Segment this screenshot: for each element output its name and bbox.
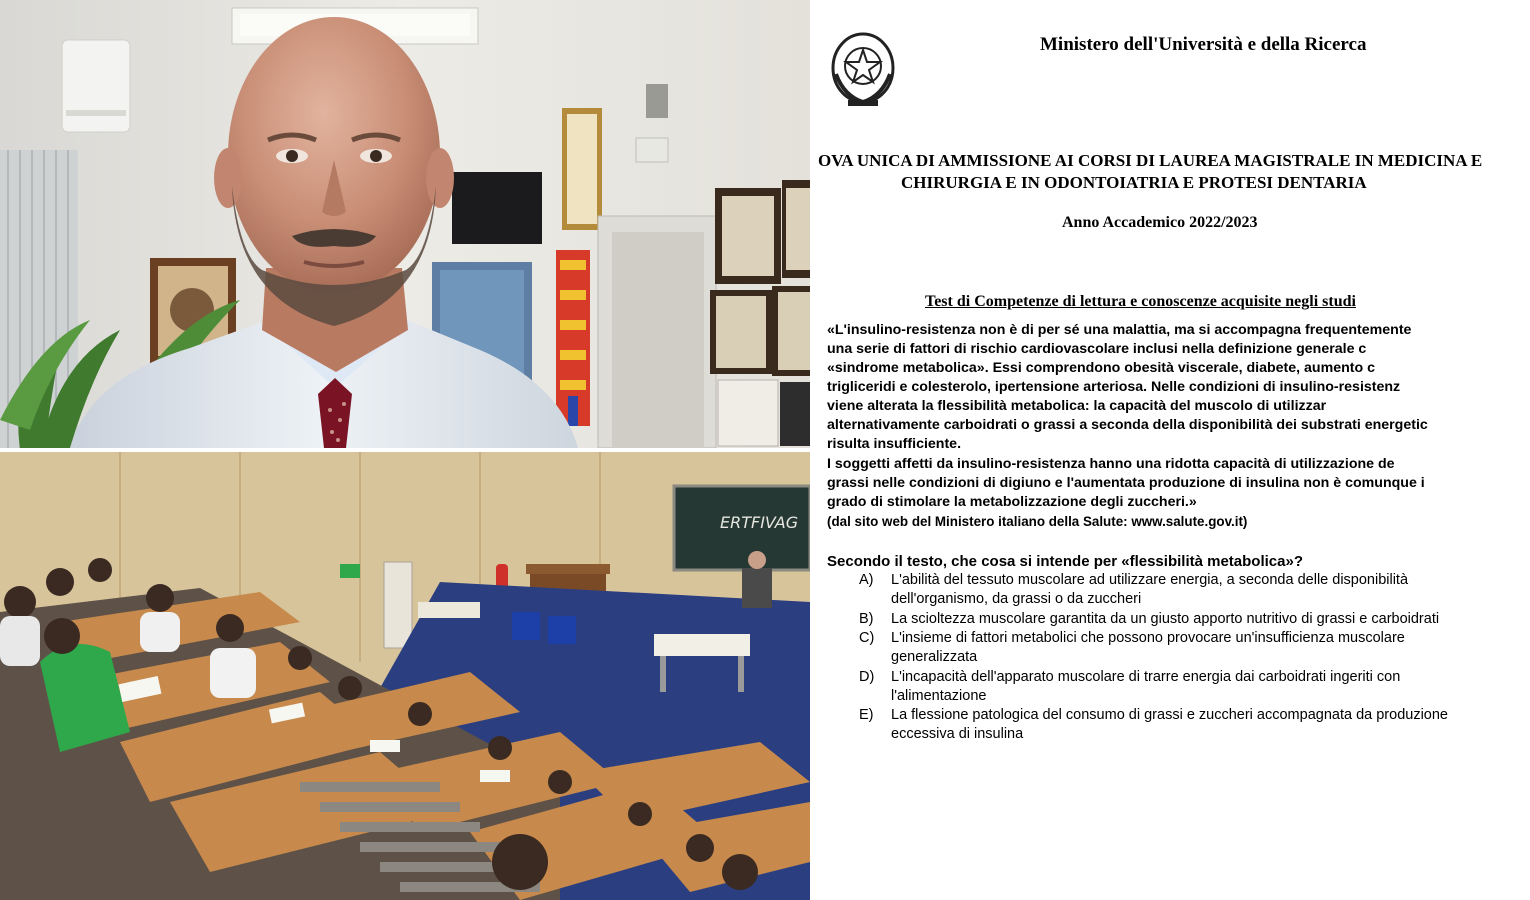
option-d-line: L'incapacità dell'apparato muscolare di trarre energia dai carboidrati ingeriti con — [891, 669, 1401, 685]
passage-line: grassi nelle condizioni di digiuno e l'aumentata produzione di insulina non è comunque i — [827, 475, 1425, 491]
option-c-line: L'insieme di fattori metabolici che possono provocare un'insufficienza muscolare — [891, 630, 1405, 646]
option-c-line: generalizzata — [891, 649, 978, 665]
option-letter-c: C) — [859, 630, 875, 646]
lecture-hall-photo — [0, 452, 810, 900]
passage-line: «sindrome metabolica». Essi comprendono obesità viscerale, diabete, aumento c — [827, 360, 1375, 376]
passage-line: I soggetti affetti da insulino-resistenza hanno una ridotta capacità di utilizzazione de — [827, 456, 1395, 472]
passage-line: «L'insulino-resistenza non è di per sé una malattia, ma si accompagna frequentemente — [827, 322, 1412, 338]
question-text: Secondo il testo, che cosa si intende per «flessibilità metabolica»? — [827, 553, 1303, 570]
passage-line: trigliceridi e colesterolo, ipertensione arteriosa. Nelle condizioni di insulino-resistenz — [827, 379, 1401, 395]
option-e-line: eccessiva di insulina — [891, 726, 1024, 742]
exam-heading-line-1: OVA UNICA DI AMMISSIONE AI CORSI DI LAUREA MAGISTRALE IN MEDICINA E — [818, 151, 1483, 170]
passage-line: risulta insufficiente. — [827, 436, 962, 452]
passage-source: (dal sito web del Ministero italiano della Salute: www.salute.gov.it) — [827, 514, 1248, 529]
academic-year: Anno Accademico 2022/2023 — [1062, 214, 1258, 231]
italian-republic-emblem-icon — [830, 30, 896, 108]
blackboard-text: ERTFIVAG — [720, 513, 799, 532]
passage-line: una serie di fattori di rischio cardiovascolare inclusi nella definizione generale c — [827, 341, 1367, 357]
exam-heading-line-2: CHIRURGIA E IN ODONTOIATRIA E PROTESI DENTARIA — [901, 173, 1367, 192]
option-d-line: l'alimentazione — [891, 688, 987, 704]
option-letter-a: A) — [859, 572, 874, 588]
option-letter-e: E) — [859, 707, 874, 723]
passage-line: alternativamente carboidrati o grassi a seconda della disponibilità dei substrati energetic — [827, 417, 1428, 433]
option-b-line: La scioltezza muscolare garantita da un giusto apporto nutritivo di grassi e carboidrati — [891, 611, 1440, 627]
passage-line: viene alterata la flessibilità metabolica: la capacità del muscolo di utilizzar — [827, 398, 1327, 414]
option-a-line: L'abilità del tessuto muscolare ad utilizzare energia, a seconda delle disponibilità — [891, 572, 1409, 588]
hospital-portrait-photo — [0, 0, 810, 448]
option-a-line: dell'organismo, da grassi o da zuccheri — [891, 591, 1142, 607]
passage-line: grado di stimolare la metabolizzazione degli zuccheri.» — [827, 494, 1197, 510]
test-section-title: Test di Competenze di lettura e conoscenze acquisite negli studi — [925, 293, 1356, 310]
exam-document — [812, 0, 1530, 900]
option-letter-d: D) — [859, 669, 875, 685]
option-letter-b: B) — [859, 611, 874, 627]
option-e-line: La flessione patologica del consumo di grassi e zuccheri accompagnata da produzione — [891, 707, 1448, 723]
ministry-name: Ministero dell'Università e della Ricerca — [1040, 34, 1367, 55]
